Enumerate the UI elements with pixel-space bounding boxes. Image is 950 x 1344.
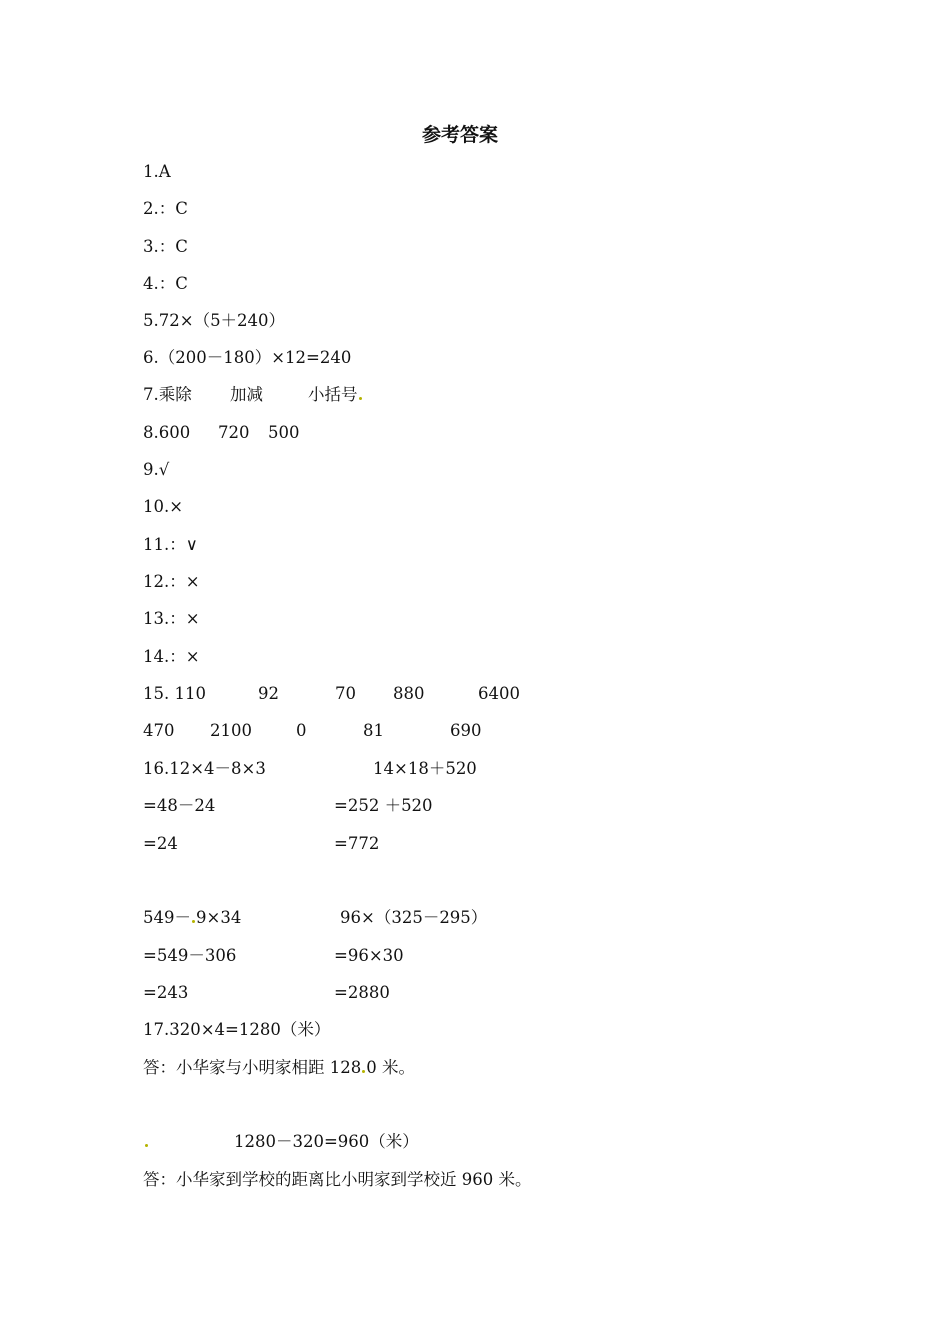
mark-dot bbox=[192, 920, 195, 923]
answer-8-part-a: 8.600 bbox=[143, 423, 191, 442]
q15-r1-c1: 15. 110 bbox=[143, 684, 206, 703]
mark-dot bbox=[145, 1144, 148, 1147]
q15-r2-c2: 2100 bbox=[210, 721, 252, 740]
q16-c-line1 bbox=[143, 907, 241, 929]
q17-answer-1 bbox=[143, 1057, 415, 1079]
q17-answer-1-b: 0 米。 bbox=[366, 1058, 415, 1077]
answer-8-part-c: 500 bbox=[268, 423, 300, 442]
q16-d-line3: =2880 bbox=[334, 983, 390, 1002]
q15-r2-c4: 81 bbox=[363, 721, 384, 740]
answer-8-part-b: 720 bbox=[218, 423, 250, 442]
q15-r2-c1: 470 bbox=[143, 721, 175, 740]
q16-c-line1-b: 9×34 bbox=[196, 908, 242, 927]
q16-a-line2: =48－24 bbox=[143, 796, 216, 815]
q15-r1-c2: 92 bbox=[258, 684, 279, 703]
q17-equation-1: 17.320×4=1280（米） bbox=[143, 1020, 331, 1039]
q15-r2-c5: 690 bbox=[450, 721, 482, 740]
answer-7-part-b: 加减 bbox=[230, 385, 263, 404]
answer-12: 12.：× bbox=[143, 572, 200, 591]
answer-6: 6.（200－180）×12=240 bbox=[143, 348, 352, 367]
q16-d-line2: =96×30 bbox=[334, 946, 404, 965]
mark-dot-container bbox=[144, 1131, 149, 1153]
page-title: 参考答案 bbox=[421, 124, 498, 146]
answer-7-part-c bbox=[308, 384, 363, 406]
answer-7-part-a: 7.乘除 bbox=[143, 385, 192, 404]
q17-answer-1-a: 答：小华家与小明家相距 128 bbox=[143, 1058, 362, 1077]
q16-a-line3: =24 bbox=[143, 834, 178, 853]
q16-c-line1-a: 549－ bbox=[143, 908, 191, 927]
answer-4: 4.：C bbox=[143, 274, 188, 293]
q16-b-line3: =772 bbox=[334, 834, 380, 853]
q16-b-line1: 14×18＋520 bbox=[373, 759, 477, 778]
q16-b-line2: =252 ＋520 bbox=[334, 796, 433, 815]
q16-c-line2: =549－306 bbox=[143, 946, 237, 965]
mark-dot bbox=[362, 1070, 365, 1073]
answer-14: 14.：× bbox=[143, 647, 200, 666]
answer-1: 1.A bbox=[143, 162, 171, 181]
q15-r1-c3: 70 bbox=[335, 684, 356, 703]
answer-7-part-c-text: 小括号 bbox=[308, 385, 358, 404]
answer-10: 10.× bbox=[143, 497, 184, 516]
answer-3: 3.：C bbox=[143, 237, 188, 256]
q16-c-line3: =243 bbox=[143, 983, 189, 1002]
q17-answer-2: 答：小华家到学校的距离比小明家到学校近 960 米。 bbox=[143, 1170, 532, 1189]
answer-2: 2.：C bbox=[143, 199, 188, 218]
answer-13: 13.：× bbox=[143, 609, 200, 628]
q16-d-line1: 96×（325－295） bbox=[340, 908, 488, 927]
answer-9: 9.√ bbox=[143, 460, 170, 479]
q15-r1-c4: 880 bbox=[393, 684, 425, 703]
answer-5: 5.72×（5＋240） bbox=[143, 311, 286, 330]
q15-r1-c5: 6400 bbox=[478, 684, 520, 703]
q16-a-line1: 16.12×4－8×3 bbox=[143, 759, 266, 778]
q15-r2-c3: 0 bbox=[296, 721, 307, 740]
answer-11: 11.：∨ bbox=[143, 535, 198, 554]
q17-equation-2: 1280－320=960（米） bbox=[234, 1132, 419, 1151]
mark-dot bbox=[359, 397, 362, 400]
